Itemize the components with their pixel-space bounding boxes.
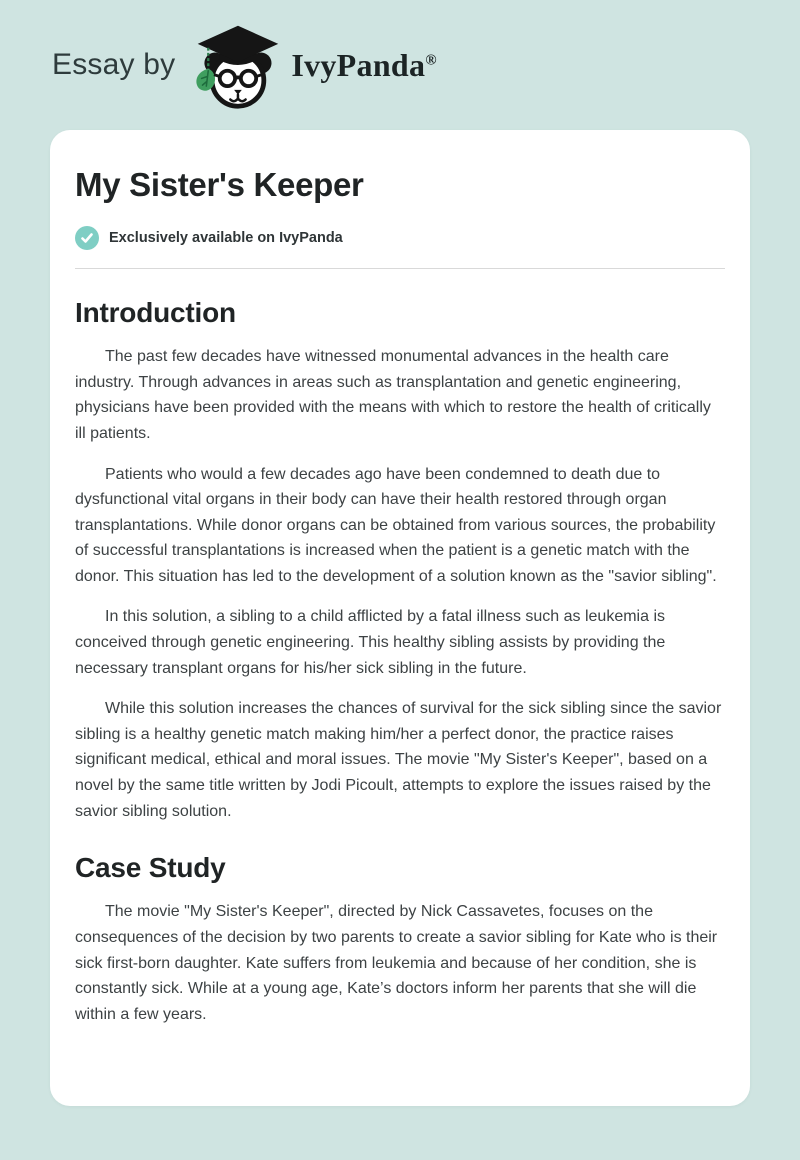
essay-title: My Sister's Keeper: [75, 166, 364, 203]
panda-graduate-icon: [189, 19, 285, 111]
divider: [75, 268, 725, 269]
paragraph: The past few decades have witnessed monumental advances in the health care industry. Through advances in areas such as transplantation and genetic engineering, physicians have been provided with the means with which to restore the health of critically ill patients.: [75, 348, 711, 442]
page-header: [0, 0, 800, 130]
section-heading-case-study: Case Study: [75, 852, 226, 884]
paragraph: The movie "My Sister's Keeper", directed by Nick Cassavetes, focuses on the consequences of the decision by two parents to create a savior sibling for Kate who is their sick first-born daughter. Kate suffers from leukemia and because of her condition, she is constantly sick. While at a young age, Kate’s doctors inform her parents that she will die within a few years.: [75, 903, 718, 1023]
paragraph: Patients who would a few decades ago have been condemned to death due to dysfunctional vital organs in their body can have their health restored through organ transplantations. While donor organs can be obtained from various sources, the probability of successful transplantations is increased when the patient is a genetic match with the donor. This situation has led to the development of a solution known as the "savior sibling".: [75, 465, 717, 585]
availability-text: Exclusively available on IvyPanda: [109, 229, 343, 246]
essay-by-label: Essay by: [52, 48, 176, 81]
registered-mark: ®: [425, 51, 437, 68]
paragraph: In this solution, a sibling to a child afflicted by a fatal illness such as leukemia is conceived through genetic engineering. This healthy sibling assists by providing the necessary transplant organs for his/her sick sibling in the future.: [75, 608, 666, 677]
check-icon: [75, 226, 99, 250]
section-heading-introduction: Introduction: [75, 296, 236, 328]
brand-name: [291, 47, 437, 84]
availability-badge: [75, 226, 725, 250]
brand-text: IvyPanda: [291, 46, 426, 83]
paragraph: While this solution increases the chances of survival for the sick sibling since the savior sibling is a healthy genetic match making him/her a perfect donor, the practice raises significant medical, ethical and moral issues. The movie "My Sister's Keeper", based on a novel by the same title written by Jodi Picoult, attempts to explore the issues raised by the savior sibling solution.: [75, 700, 722, 820]
essay-card: [50, 130, 750, 1106]
